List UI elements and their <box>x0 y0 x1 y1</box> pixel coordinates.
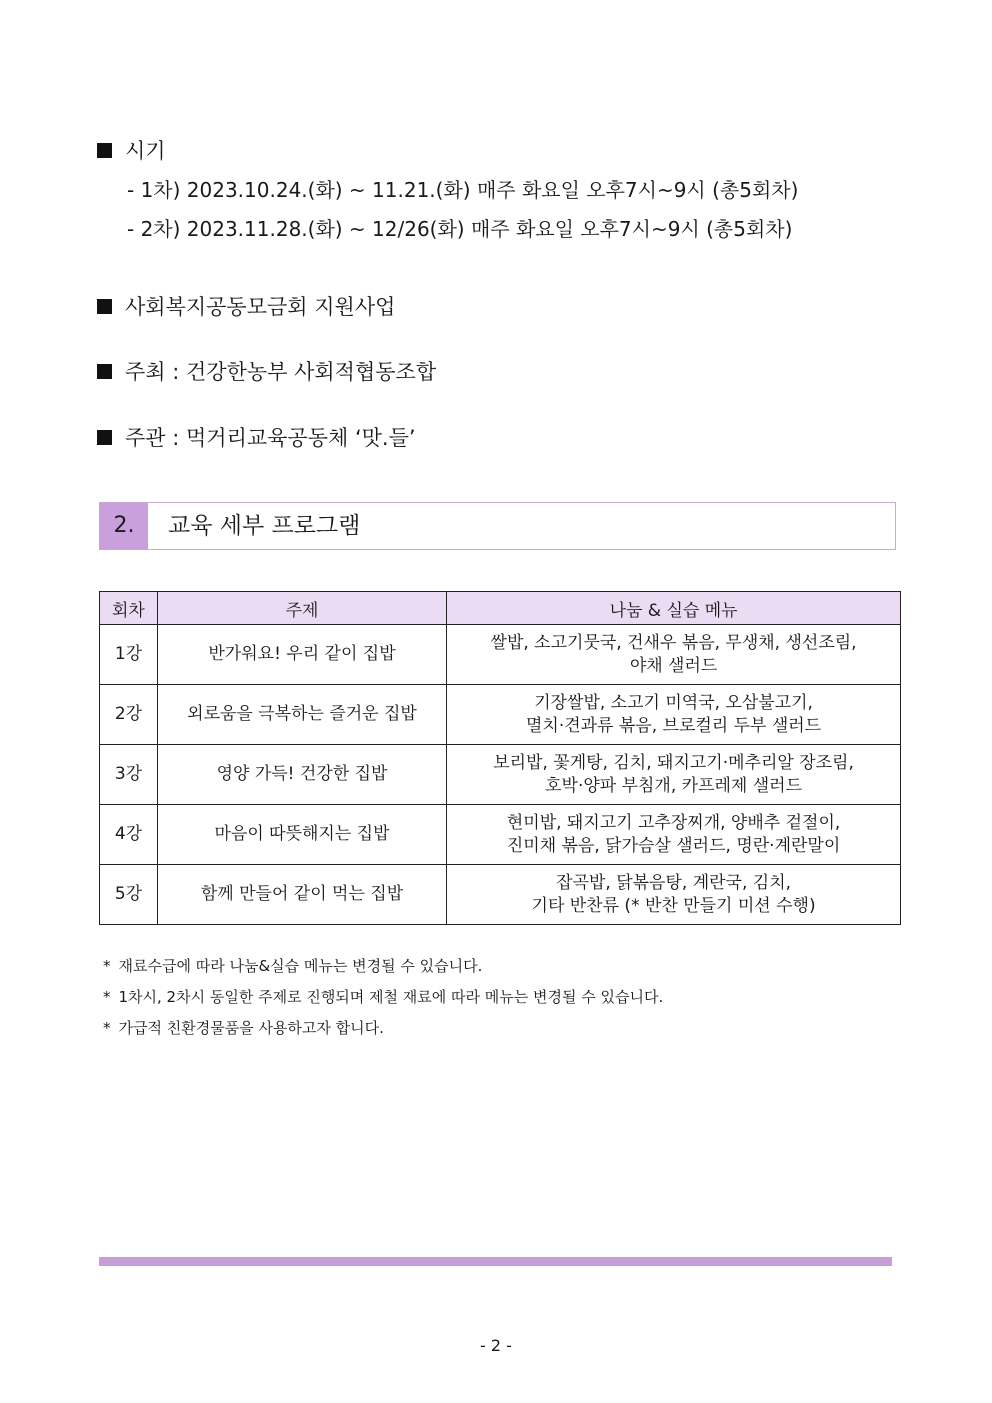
program-table <box>99 591 901 925</box>
topic-cell: 마음이 따뜻해지는 집밥 <box>157 805 446 865</box>
note-item <box>103 1018 384 1038</box>
host-text: 주최 : 건강한농부 사회적협동조합 <box>125 360 437 384</box>
square-bullet-icon <box>97 364 112 379</box>
table-row <box>100 805 901 865</box>
square-bullet-icon <box>97 430 112 445</box>
session-cell: 1강 <box>100 625 158 685</box>
table-row <box>100 625 901 685</box>
note-star: * <box>103 957 111 975</box>
menu-line: 기타 반찬류 (* 반찬 만들기 미션 수행) <box>531 895 816 916</box>
session-cell: 5강 <box>100 865 158 925</box>
menu-cell <box>447 865 901 925</box>
note-item <box>103 987 663 1007</box>
note-star: * <box>103 1019 111 1037</box>
schedule-item-1: - 1차) 2023.10.24.(화) ~ 11.21.(화) 매주 화요일 오후7시~9시 (총5회차) <box>127 178 799 202</box>
support-line <box>97 293 395 321</box>
topic-cell: 외로움을 극복하는 즐거운 집밥 <box>157 685 446 745</box>
note-text: 1차시, 2차시 동일한 주제로 진행되며 제철 재료에 따라 메뉴는 변경될 수 있습니다. <box>118 988 664 1006</box>
menu-line: 야채 샐러드 <box>629 655 718 676</box>
menu-line: 현미밥, 돼지고기 고추장찌개, 양배추 겉절이, <box>506 812 841 833</box>
menu-cell <box>447 745 901 805</box>
host-line <box>97 358 436 386</box>
menu-cell <box>447 805 901 865</box>
note-text: 가급적 친환경물품을 사용하고자 합니다. <box>118 1019 384 1037</box>
schedule-item-2: - 2차) 2023.11.28.(화) ~ 12/26(화) 매주 화요일 오후7시~9시 (총5회차) <box>127 217 793 241</box>
table-row <box>100 865 901 925</box>
topic-cell: 반가워요! 우리 같이 집밥 <box>157 625 446 685</box>
schedule-heading <box>97 137 166 165</box>
note-text: 재료수급에 따라 나눔&실습 메뉴는 변경될 수 있습니다. <box>118 957 483 975</box>
square-bullet-icon <box>97 143 112 158</box>
menu-line: 호박·양파 부침개, 카프레제 샐러드 <box>545 775 803 796</box>
session-cell: 3강 <box>100 745 158 805</box>
session-cell: 4강 <box>100 805 158 865</box>
header-menu: 나눔 & 실습 메뉴 <box>447 592 901 625</box>
menu-line: 기장쌀밥, 소고기 미역국, 오삼불고기, <box>534 692 813 713</box>
header-session: 회차 <box>100 592 158 625</box>
session-cell: 2강 <box>100 685 158 745</box>
topic-cell: 영양 가득! 건강한 집밥 <box>157 745 446 805</box>
menu-cell <box>447 685 901 745</box>
section-number: 2. <box>100 503 148 549</box>
table-row <box>100 685 901 745</box>
schedule-heading-text: 시기 <box>125 139 166 163</box>
support-text: 사회복지공동모금회 지원사업 <box>125 295 396 319</box>
footer-divider <box>99 1257 892 1266</box>
note-star: * <box>103 988 111 1006</box>
table-row <box>100 745 901 805</box>
section-header <box>99 502 896 550</box>
note-item <box>103 956 482 976</box>
section-title: 교육 세부 프로그램 <box>168 513 361 539</box>
menu-line: 진미채 볶음, 닭가슴살 샐러드, 명란·계란말이 <box>506 835 841 856</box>
menu-line: 보리밥, 꽃게탕, 김치, 돼지고기·메추리알 장조림, <box>493 752 854 773</box>
square-bullet-icon <box>97 299 112 314</box>
topic-cell: 함께 만들어 같이 먹는 집밥 <box>157 865 446 925</box>
menu-cell <box>447 625 901 685</box>
menu-line: 멸치·견과류 볶음, 브로컬리 두부 샐러드 <box>525 715 822 736</box>
organizer-text: 주관 : 먹거리교육공동체 ‘맛.들’ <box>125 426 416 450</box>
page-number: - 2 - <box>480 1336 512 1355</box>
organizer-line <box>97 424 416 452</box>
menu-line: 잡곡밥, 닭볶음탕, 계란국, 김치, <box>556 872 792 893</box>
table-header-row <box>100 592 901 625</box>
header-topic: 주제 <box>157 592 446 625</box>
menu-line: 쌀밥, 소고기뭇국, 건새우 볶음, 무생채, 생선조림, <box>490 632 857 653</box>
